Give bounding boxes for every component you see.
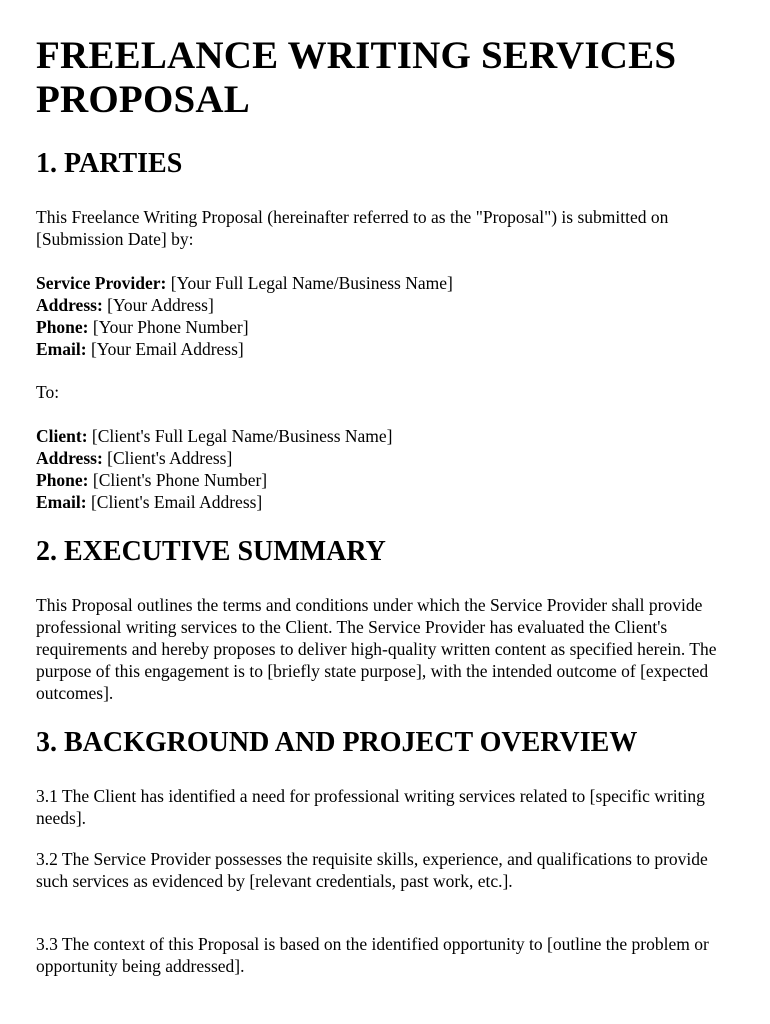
client-name-line — [36, 425, 726, 447]
document-title: FREELANCE WRITING SERVICES PROPOSAL — [36, 34, 677, 121]
provider-phone-line — [36, 316, 726, 338]
section-heading-parties: 1. PARTIES — [36, 148, 183, 179]
provider-email-line — [36, 338, 726, 360]
client-email-label: Email: — [36, 492, 87, 512]
provider-phone-label: Phone: — [36, 317, 89, 337]
provider-address-line — [36, 294, 726, 316]
client-phone-label: Phone: — [36, 470, 89, 490]
provider-address-value: [Your Address] — [102, 295, 214, 315]
provider-name-line — [36, 272, 726, 294]
client-email-value: [Client's Email Address] — [86, 492, 263, 512]
provider-email-label: Email: — [36, 339, 87, 359]
client-address-label: Address: — [36, 448, 103, 468]
to-label: To: — [36, 382, 60, 402]
client-address-line — [36, 447, 726, 469]
parties-intro: This Freelance Writing Proposal (hereinafter referred to as the "Proposal") is submitted on [Submission Date] by: — [36, 207, 669, 249]
provider-address-label: Address: — [36, 295, 103, 315]
section-heading-executive-summary: 2. EXECUTIVE SUMMARY — [36, 536, 386, 567]
client-address-value: [Client's Address] — [102, 448, 233, 468]
client-phone-value: [Client's Phone Number] — [88, 470, 268, 490]
background-paragraph-3-2: 3.2 The Service Provider possesses the requisite skills, experience, and qualifications to provide such services as evidenced by [relevant credentials, past work, etc.]. — [36, 849, 708, 891]
section-heading-background: 3. BACKGROUND AND PROJECT OVERVIEW — [36, 727, 638, 758]
service-provider-details — [36, 272, 726, 360]
background-paragraph-3-1: 3.1 The Client has identified a need for professional writing services related to [specific writing needs]. — [36, 786, 705, 828]
client-details — [36, 425, 726, 513]
provider-email-value: [Your Email Address] — [86, 339, 244, 359]
client-name-value: [Client's Full Legal Name/Business Name] — [87, 426, 393, 446]
provider-name-value: [Your Full Legal Name/Business Name] — [166, 273, 453, 293]
provider-phone-value: [Your Phone Number] — [88, 317, 249, 337]
background-paragraph-3-3: 3.3 The context of this Proposal is based on the identified opportunity to [outline the problem or opportunity being addressed]. — [36, 934, 709, 976]
executive-summary-body: This Proposal outlines the terms and conditions under which the Service Provider shall provide professional writing services to the Client. The Service Provider has evaluated the Client's requirements and hereby proposes to deliver high-quality written content as specified herein. The purpose of this engagement is to [briefly state purpose], with the intended outcome of [expected outcomes]. — [36, 595, 717, 703]
client-phone-line — [36, 469, 726, 491]
client-name-label: Client: — [36, 426, 88, 446]
client-email-line — [36, 491, 726, 513]
provider-name-label: Service Provider: — [36, 273, 167, 293]
